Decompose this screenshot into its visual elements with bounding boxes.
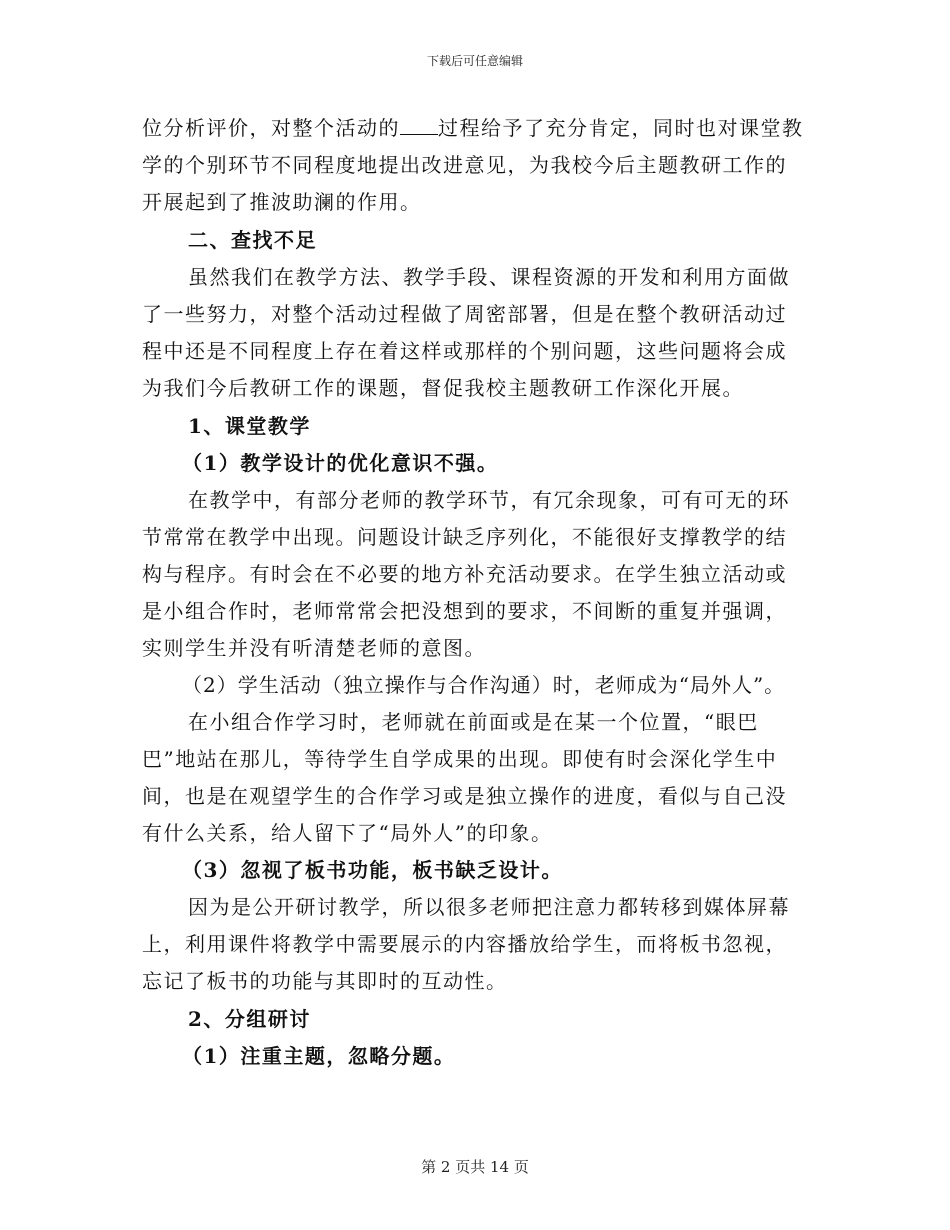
paragraph-line: 在小组合作学习时，老师就在前面或是在某一个位置，“眼巴 xyxy=(188,710,759,734)
paragraph-line: 构与程序。有时会在不必要的地方补充活动要求。在学生独立活动或 xyxy=(142,562,787,586)
paragraph-line: 学的个别环节不同程度地提出改进意见，为我校今后主题教研工作的 xyxy=(142,153,787,177)
page-header: 下载后可任意编辑 xyxy=(426,54,523,68)
paragraph-line: 了一些努力，对整个活动过程做了周密部署，但是在整个教研活动过 xyxy=(142,302,787,326)
item-heading: （3）忽视了板书功能，板书缺乏设计。 xyxy=(182,858,563,882)
paragraph-line: 因为是公开研讨教学，所以很多老师把注意力都转移到媒体屏幕 xyxy=(188,895,790,919)
text-segment: 位分析评价，对整个活动的 xyxy=(142,116,400,140)
paragraph-line: 实则学生并没有听清楚老师的意图。 xyxy=(142,636,486,660)
paragraph-line: 忘记了板书的功能与其即时的互动性。 xyxy=(142,969,508,993)
paragraph-line: 开展起到了推波助澜的作用。 xyxy=(142,190,422,214)
subsection-heading: 2、分组研讨 xyxy=(188,1007,311,1031)
paragraph-line: 为我们今后教研工作的课题，督促我校主题教研工作深化开展。 xyxy=(142,376,744,400)
text-segment: 过程给予了充分肯定，同时也对课堂教 xyxy=(438,116,804,140)
section-heading: 二、查找不足 xyxy=(188,228,317,252)
item-heading: （1）注重主题，忽略分题。 xyxy=(182,1044,456,1068)
page-footer: 第 2 页共 14 页 xyxy=(421,1158,529,1176)
paragraph-line: 在教学中，有部分老师的教学环节，有冗余现象，可有可无的环 xyxy=(188,488,790,512)
paragraph-line: 间，也是在观望学生的合作学习或是独立操作的进度，看似与自己没 xyxy=(142,784,787,808)
paragraph-line: 巴”地站在那儿，等待学生自学成果的出现。即使有时会深化学生中 xyxy=(142,747,778,771)
paragraph-line: 节常常在教学中出现。问题设计缺乏序列化，不能很好支撑教学的结 xyxy=(142,525,787,549)
paragraph-line: 虽然我们在教学方法、教学手段、课程资源的开发和利用方面做 xyxy=(188,265,790,289)
paragraph-line xyxy=(142,116,804,140)
item-heading: （2）学生活动（独立操作与合作沟通）时，老师成为“局外人”。 xyxy=(182,673,786,697)
subsection-heading: 1、课堂教学 xyxy=(188,414,311,438)
paragraph-line: 是小组合作时，老师常常会把没想到的要求，不间断的重复并强调， xyxy=(142,599,787,623)
item-heading: （1）教学设计的优化意识不强。 xyxy=(182,451,499,475)
fill-in-blank xyxy=(400,116,438,135)
paragraph-line: 有什么关系，给人留下了“局外人”的印象。 xyxy=(142,821,553,845)
paragraph-line: 程中还是不同程度上存在着这样或那样的个别问题，这些问题将会成 xyxy=(142,339,787,363)
paragraph-line: 上，利用课件将教学中需要展示的内容播放给学生，而将板书忽视， xyxy=(142,932,787,956)
